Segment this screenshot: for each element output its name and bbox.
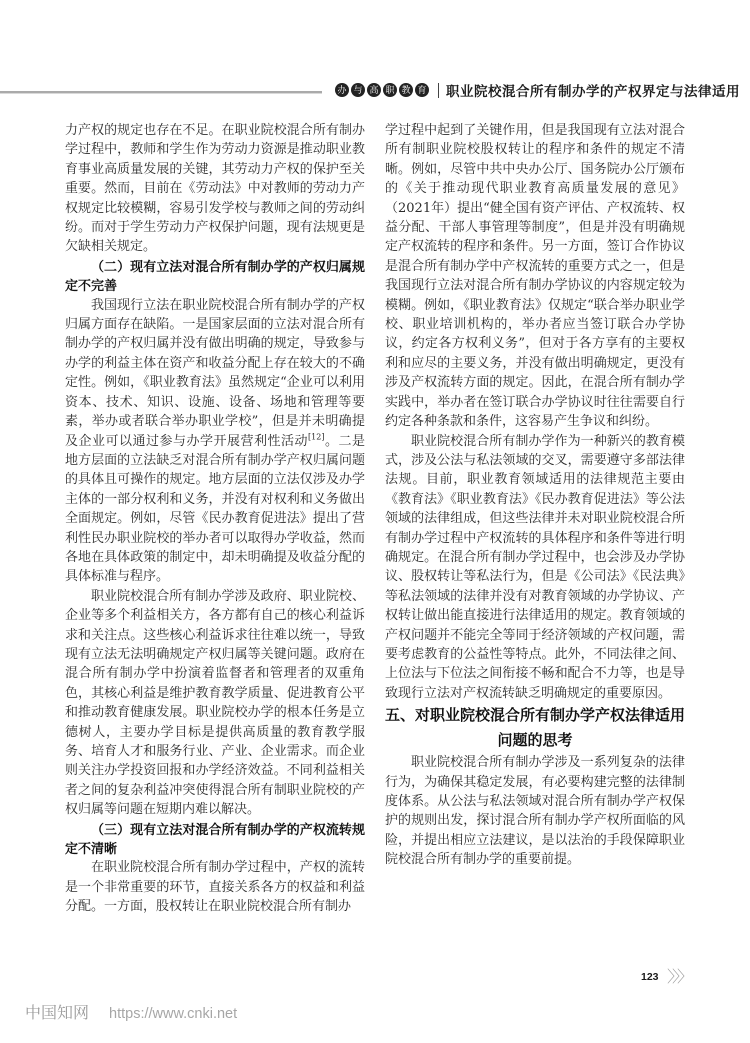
- paragraph-ownership-post: 。二是地方层面的立法缺乏对混合所有制办学产权归属问题的具体且可操作的规定。地方层面的立法仅涉及办学主体的一部分权利和义务，并没有对权利和义务做出全面规定。例如，尽管《民办教育促进法》提出了营利性民办职业院校的举办者可以取得办学收益，然而各地在具体政策的制定中，却未明确提及收益分配的具体标准与程序。: [65, 433, 365, 585]
- badge-char-icon: 办: [335, 83, 349, 97]
- badge-char-icon: 教: [399, 83, 413, 97]
- running-header: [335, 80, 740, 100]
- column-badge: [335, 83, 429, 97]
- header-divider: [438, 83, 439, 98]
- cnki-watermark: [25, 1000, 237, 1023]
- page-chevrons-icon: 〉〉〉: [667, 967, 691, 986]
- header-rule: [0, 91, 322, 94]
- paragraph-thoughts: 职业院校混合所有制办学涉及一系列复杂的法律行为，为确保其稳定发展，有必要构建完整的法律制度体系。从公法与私法领域对混合所有制办学产权保护的规则出发，探讨混合所有制办学产权所面临的风险，并提出相应立法建议，是以法治的手段保障职业院校混合所有制办学的重要前提。: [385, 755, 685, 868]
- article-body: [65, 121, 685, 917]
- paragraph-transfer-start: 在职业院校混合所有制办学过程中，产权的流转是一个非常重要的环节，直接关系各方的权益和利益分配。一方面，股权转让在职业院校混合所有制办: [65, 860, 365, 915]
- cnki-logo-text: 中国知网: [25, 1005, 90, 1022]
- left-column: [65, 121, 365, 917]
- paragraph-ownership-pre: 我国现行立法在职业院校混合所有制办学的产权归属方面存在缺陷。一是国家层面的立法对混合所有制办学的产权归属并没有做出明确的规定，导致参与办学的利益主体在资产和收益分配上存在较大的不确定性。例如，《职业教育法》虽然规定“企业可以利用资本、技术、知识、设施、设备、场地和管理等要素，举办或者联合举办职业学校”，但是并未明确提及企业可以通过参与办学开展营利性活动: [65, 297, 365, 449]
- subsection-heading-transfer: （三）现有立法对混合所有制办学的产权流转规定不清晰: [65, 821, 365, 857]
- badge-char-icon: 与: [351, 83, 365, 97]
- paragraph-law-fields: 职业院校混合所有制办学作为一种新兴的教育模式，涉及公法与私法领域的交叉，需要遵守多部法律法规。目前，职业教育领域适用的法律规范主要由《教育法》《职业教育法》《民办教育促进法》等公法领域的法律组成，但这些法律并未对职业院校混合所有制办学过程中产权流转的具体程序和条件等进行明确规定。在混合所有制办学过程中，也会涉及办学协议、股权转让等私法行为，但是《公司法》《民法典》等私法领域的法律并没有对教育领域的办学协议、产权转让做出能直接进行法律适用的规定。教育领域的产权问题并不能完全等同于经济领域的产权问题，需要考虑教育的公益性等特点。此外，不同法律之间、上位法与下位法之间衔接不畅和配合不力等，也是导致现行立法对产权流转缺乏明确规定的重要原因。: [385, 433, 685, 701]
- right-column: [385, 121, 685, 917]
- paragraph-stakeholders: 职业院校混合所有制办学涉及政府、职业院校、企业等多个利益相关方，各方都有自己的核心利益诉求和关注点。这些核心利益诉求往往难以统一，导致现有立法无法明确规定产权归属等关键问题。政府在混合所有制办学中扮演着监督者和管理者的双重角色，其核心利益是维护教育教学质量、促进教育公平和推动教育健康发展。职业院校办学的根本任务是立德树人，主要办学目标是提供高质量的教育教学服务、培育人才和服务行业、产业、企业需求。而企业则关注办学投资回报和办学经济效益。不同利益相关者之间的复杂利益冲突使得混合所有制职业院校的产权归属等问题在短期内难以解决。: [65, 588, 365, 818]
- cnki-url: https://www.cnki.net: [109, 1006, 238, 1022]
- subsection-heading-ownership: （二）现有立法对混合所有制办学的产权归属规定不完善: [65, 258, 365, 294]
- badge-char-icon: 职: [383, 83, 397, 97]
- paragraph-transfer-continued: 学过程中起到了关键作用，但是我国现有立法对混合所有制职业院校股权转让的程序和条件的规定不清晰。例如，尽管中共中央办公厅、国务院办公厅颁布的《关于推动现代职业教育高质量发展的意见》（2021年）提出“健全国有资产评估、产权流转、权益分配、干部人事管理等制度”，但是并没有明确规定产权流转的程序和条件。另一方面，签订合作协议是混合所有制办学中产权流转的重要方式之一，但是我国现行立法对混合所有制办学协议的内容规定较为模糊。例如，《职业教育法》仅规定“联合举办职业学校、职业培训机构的，举办者应当签订联合办学协议，约定各方权利义务”，但对于各方享有的主要权利和应尽的主要义务，并没有做出明确规定，更没有涉及产权流转方面的规定。因此，在混合所有制办学实践中，举办者在签订联合办学协议时往往需要自行约定各种条款和条件，这容易产生争议和纠纷。: [385, 123, 685, 430]
- section-heading-five: 五、对职业院校混合所有制办学产权法律适用问题的思考: [385, 707, 686, 750]
- citation-ref-12: [12]: [308, 432, 325, 442]
- badge-char-icon: 高: [367, 83, 381, 97]
- page-number: 123: [641, 971, 659, 983]
- badge-char-icon: 育: [415, 83, 429, 97]
- running-head-title: 职业院校混合所有制办学的产权界定与法律适用: [446, 84, 740, 99]
- paragraph-labor-rights: 力产权的规定也存在不足。在职业院校混合所有制办学过程中，教师和学生作为劳动力资源是推动职业教育事业高质量发展的关键，其劳动力产权的保护至关重要。然而，目前在《劳动法》中对教师的劳动力产权规定比较模糊，容易引发学校与教师之间的劳动纠纷。而对于学生劳动力产权保护问题，现有法规更是欠缺相关规定。: [65, 123, 365, 255]
- paragraph-ownership-defects: [65, 296, 365, 587]
